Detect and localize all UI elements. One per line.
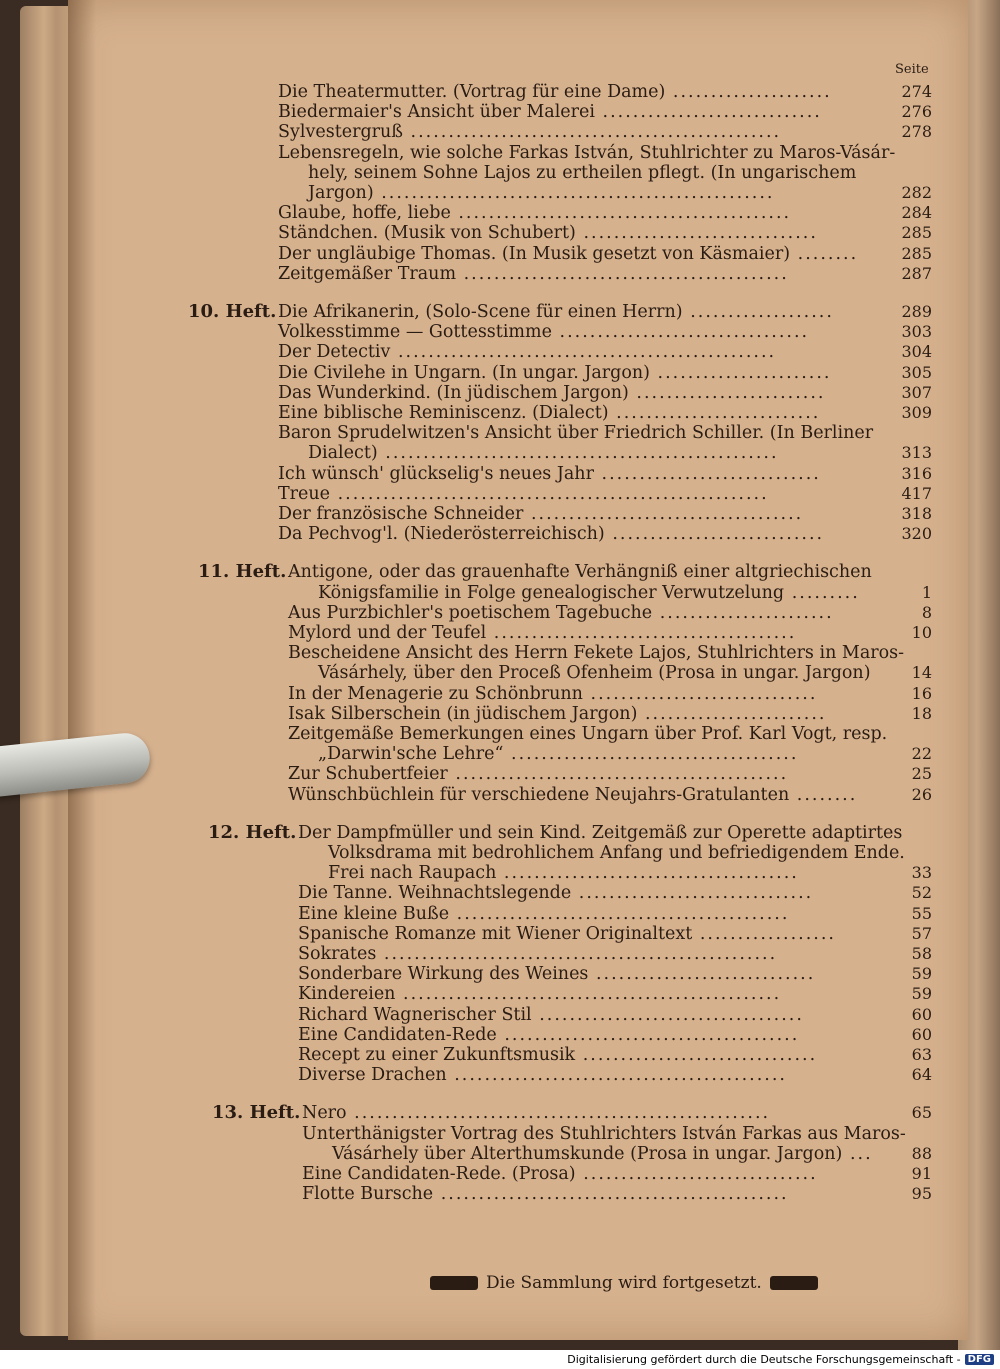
toc-entry-line: Volksdrama mit bedrohlichem Anfang und befriedigendem Ende. bbox=[328, 843, 905, 863]
toc-entry-line: Bescheidene Ansicht des Herrn Fekete Lajos, Stuhlrichters in Maros- bbox=[288, 643, 905, 664]
toc-page-number: 305 bbox=[901, 362, 932, 382]
toc-entry-line: Vásárhely über Alterthumskunde (Prosa in ungar. Jargon) ... bbox=[332, 1143, 873, 1164]
leader-dots: .................................................. bbox=[395, 984, 782, 1005]
toc-entry-line: Lebensregeln, wie solche Farkas István, Stuhlrichter zu Maros-Vásár- bbox=[278, 142, 896, 163]
toc-entry-line: Sonderbare Wirkung des Weines ............................. bbox=[298, 964, 816, 985]
toc-page-number: 55 bbox=[911, 903, 932, 923]
toc-page-number: 278 bbox=[901, 122, 932, 142]
toc-page-number: 320 bbox=[901, 524, 932, 544]
toc-page-number: 59 bbox=[911, 964, 932, 984]
toc-entry-line: Unterthänigster Vortrag des Stuhlrichters István Farkas aus Maros- bbox=[302, 1123, 906, 1144]
leader-dots: .................................................. bbox=[390, 342, 777, 363]
leader-dots: ............................................ bbox=[447, 764, 789, 785]
toc-page-number: 95 bbox=[911, 1184, 932, 1204]
leader-dots: ............................. bbox=[588, 964, 816, 985]
toc-entry-line: Zur Schubertfeier ............................................ bbox=[288, 764, 789, 785]
toc-page-number: 284 bbox=[901, 203, 932, 223]
leader-dots: ....................................... bbox=[496, 863, 799, 884]
leader-dots: .................................................... bbox=[373, 183, 775, 203]
toc-entry-line: Recept zu einer Zukunftsmusik ............................... bbox=[298, 1045, 818, 1065]
leader-dots: ........................................ bbox=[486, 623, 797, 643]
toc-entry-line: Ich wünsch' glückselig's neues Jahr ............................. bbox=[278, 463, 821, 484]
leader-dots: ........................................... bbox=[456, 263, 789, 284]
leader-dots: ....................................... bbox=[496, 1024, 800, 1045]
toc-page-number: 64 bbox=[911, 1065, 932, 1085]
toc-entry-line: Eine Candidaten-Rede ....................................... bbox=[298, 1024, 800, 1045]
leader-dots: ............................... bbox=[575, 1045, 818, 1065]
toc-page-number: 318 bbox=[901, 504, 932, 523]
toc-page-number: 33 bbox=[911, 863, 932, 883]
toc-entry-line: Spanische Romanze mit Wiener Originaltext .................. bbox=[298, 923, 836, 944]
toc-entry-line: Königsfamilie in Folge genealogischer Verwutzelung ......... bbox=[318, 582, 860, 603]
leader-dots: ............................................ bbox=[446, 1065, 787, 1086]
leader-dots: ........................ bbox=[637, 703, 827, 724]
toc-page-number: 63 bbox=[911, 1045, 932, 1064]
toc-page-number: 18 bbox=[911, 703, 932, 723]
toc-entry-line: Flotte Bursche .............................................. bbox=[302, 1184, 789, 1205]
heft-label: 11. Heft. bbox=[198, 561, 287, 583]
toc-page-number: 303 bbox=[901, 322, 932, 342]
toc-page-number: 285 bbox=[901, 243, 932, 263]
leader-dots: ............................................ bbox=[449, 903, 790, 924]
toc-entry-line: Volkesstimme — Gottesstimme ................................. bbox=[278, 322, 810, 343]
leader-dots: ......................................................... bbox=[330, 483, 769, 504]
toc-entry-line: Eine biblische Reminiscenz. (Dialect) ........................... bbox=[278, 403, 821, 423]
leader-dots: ............................. bbox=[594, 102, 822, 123]
toc-entry-line: Zeitgemäße Bemerkungen eines Ungarn über Prof. Karl Vogt, resp. bbox=[288, 724, 888, 744]
leader-dots: ......... bbox=[784, 582, 860, 603]
toc-entry-line: Die Theatermutter. (Vortrag für eine Dame) ..................... bbox=[278, 82, 832, 102]
page-column-header: Seite bbox=[895, 62, 929, 77]
leader-dots: ......................... bbox=[628, 382, 826, 403]
toc-entry-line: Vásárhely, über den Proceß Ofenheim (Prosa in ungar. Jargon) bbox=[318, 663, 871, 684]
toc-page-number: 417 bbox=[901, 483, 932, 503]
leader-dots: .................................... bbox=[523, 504, 804, 524]
leader-dots: ..................... bbox=[665, 82, 832, 102]
toc-page-number: 309 bbox=[901, 403, 932, 422]
toc-entry-line: Nero ....................................................... bbox=[302, 1103, 771, 1124]
toc-entry-line: Jargon) .................................................... bbox=[308, 183, 775, 203]
toc-page-number: 57 bbox=[911, 923, 932, 943]
toc-entry-line: Da Pechvog'l. (Niederösterreichisch) ............................ bbox=[278, 524, 825, 545]
leader-dots: ................................... bbox=[531, 1004, 804, 1025]
leader-dots: ........ bbox=[789, 784, 858, 805]
toc-entry-line: Eine kleine Buße ............................................ bbox=[298, 903, 790, 924]
toc-entry-line: Mylord und der Teufel ........................................ bbox=[288, 623, 797, 643]
toc-page-number: 307 bbox=[901, 382, 932, 402]
toc-page-number: 88 bbox=[911, 1143, 932, 1163]
leader-dots: ................... bbox=[682, 302, 834, 322]
toc-entry-line: „Darwin'sche Lehre“ ...................................... bbox=[318, 744, 799, 765]
toc-page-number: 25 bbox=[911, 764, 932, 784]
leader-dots: .................................................... bbox=[377, 443, 779, 464]
toc-page-number: 14 bbox=[911, 663, 932, 683]
toc-page-number: 59 bbox=[911, 984, 932, 1004]
toc-entry-line: Frei nach Raupach ....................................... bbox=[328, 863, 799, 884]
leader-dots: ....................... bbox=[649, 362, 832, 383]
toc-entry-line: Treue ......................................................... bbox=[278, 483, 769, 504]
toc-page-number: 60 bbox=[911, 1004, 932, 1024]
leader-dots: ........................... bbox=[608, 403, 821, 423]
toc-page-number: 274 bbox=[901, 82, 932, 101]
digitization-credit bbox=[0, 1350, 1000, 1369]
dfg-logo: DFG bbox=[965, 1354, 994, 1365]
toc-entry-line: Richard Wagnerischer Stil ................................... bbox=[298, 1004, 804, 1025]
toc-entry-line: Isak Silberschein (in jüdischem Jargon) ........................ bbox=[288, 703, 827, 724]
toc-entry-line: Die Tanne. Weihnachtslegende ............................... bbox=[298, 883, 814, 904]
toc-page-number: 65 bbox=[911, 1103, 932, 1123]
toc-entry-line: Der Dampfmüller und sein Kind. Zeitgemäß zur Operette adaptirtes bbox=[298, 822, 903, 843]
toc-page-number: 26 bbox=[911, 784, 932, 804]
leader-dots: .............................. bbox=[582, 683, 818, 704]
pointing-hand-right-icon bbox=[430, 1276, 478, 1290]
toc-entry-line: Baron Sprudelwitzen's Ansicht über Friedrich Schiller. (In Berliner bbox=[278, 423, 874, 444]
toc-entry-line: In der Menagerie zu Schönbrunn .............................. bbox=[288, 683, 818, 704]
toc-page-number: 10 bbox=[911, 623, 932, 642]
spine-shadow bbox=[68, 0, 96, 1340]
toc-entry-line: Wünschbüchlein für verschiedene Neujahrs-Gratulanten ........ bbox=[288, 784, 858, 805]
toc-entry-line: Sylvestergruß ................................................. bbox=[278, 122, 782, 143]
toc-entry-line: Biedermaier's Ansicht über Malerei ............................. bbox=[278, 102, 822, 123]
toc-entry-line: Antigone, oder das grauenhafte Verhängniß einer altgriechischen bbox=[288, 562, 872, 583]
leader-dots: ............................... bbox=[575, 223, 818, 244]
toc-page-number: 91 bbox=[911, 1164, 932, 1183]
leader-dots: .................................................... bbox=[376, 944, 778, 964]
toc-page-number: 313 bbox=[901, 443, 932, 463]
leader-dots: .................. bbox=[692, 923, 836, 944]
toc-page-number: 316 bbox=[901, 463, 932, 483]
toc-page-number: 16 bbox=[911, 683, 932, 703]
toc-entry-line: Der französische Schneider .................................... bbox=[278, 504, 804, 524]
leader-dots: ............................... bbox=[571, 883, 814, 904]
toc-entry-line: hely, seinem Sohne Lajos zu ertheilen pflegt. (In ungarischem bbox=[308, 162, 857, 183]
leader-dots: ... bbox=[842, 1143, 873, 1164]
toc-page-number: 282 bbox=[901, 183, 932, 202]
leader-dots: ....................... bbox=[652, 602, 834, 623]
leader-dots: ........ bbox=[790, 243, 859, 264]
heft-label: 12. Heft. bbox=[208, 821, 297, 843]
credit-text: Digitalisierung gefördert durch die Deutsche Forschungsgemeinschaft - bbox=[567, 1353, 961, 1366]
leader-dots: .............................................. bbox=[433, 1184, 789, 1205]
leader-dots: ............................................ bbox=[450, 203, 792, 224]
toc-entry-line: Der Detectiv .................................................. bbox=[278, 342, 777, 363]
toc-entry-line: Eine Candidaten-Rede. (Prosa) ............................... bbox=[302, 1164, 818, 1184]
toc-page-number: 289 bbox=[901, 302, 932, 321]
toc-entry-line: Aus Purzbichler's poetischem Tagebuche ....................... bbox=[288, 602, 834, 623]
leader-dots: ....................................................... bbox=[346, 1103, 771, 1124]
toc-entry-line: Ständchen. (Musik von Schubert) ............................... bbox=[278, 223, 818, 244]
toc-page-number: 8 bbox=[921, 602, 932, 622]
heft-label: 10. Heft. bbox=[188, 301, 277, 322]
pointing-hand-left-icon bbox=[770, 1276, 818, 1290]
leader-dots: ................................. bbox=[551, 322, 810, 343]
leader-dots: ...................................... bbox=[503, 744, 799, 765]
toc-page-number: 285 bbox=[901, 223, 932, 243]
heft-label: 13. Heft. bbox=[212, 1102, 301, 1124]
leader-dots: ................................................. bbox=[402, 122, 782, 143]
toc-page-number: 22 bbox=[911, 744, 932, 764]
leader-dots: ............................. bbox=[593, 463, 821, 484]
toc-entry-line: Glaube, hoffe, liebe ............................................ bbox=[278, 203, 792, 224]
toc-entry-line: Kindereien .................................................. bbox=[298, 984, 782, 1005]
toc-page-number: 287 bbox=[901, 263, 932, 283]
continuation-text: Die Sammlung wird fortgesetzt. bbox=[486, 1273, 762, 1293]
toc-entry-line: Die Afrikanerin, (Solo-Scene für einen Herrn) ................... bbox=[278, 302, 834, 322]
toc-page-number: 276 bbox=[901, 102, 932, 122]
leader-dots: ............................ bbox=[604, 524, 825, 545]
toc-page-number: 60 bbox=[911, 1024, 932, 1044]
toc-page-number: 52 bbox=[911, 883, 932, 903]
leader-dots: ............................... bbox=[575, 1164, 818, 1184]
toc-page-number: 1 bbox=[921, 582, 932, 602]
toc-entry-line: Die Civilehe in Ungarn. (In ungar. Jargon) ....................... bbox=[278, 362, 832, 383]
toc-entry-line: Sokrates .................................................... bbox=[298, 944, 778, 964]
toc-page-number: 58 bbox=[911, 944, 932, 963]
continuation-note bbox=[430, 1271, 830, 1295]
toc-entry-line: Der ungläubige Thomas. (In Musik gesetzt von Käsmaier) ........ bbox=[278, 243, 859, 264]
toc-entry-line: Zeitgemäßer Traum ........................................... bbox=[278, 263, 789, 284]
toc-entry-line: Diverse Drachen ............................................ bbox=[298, 1065, 787, 1086]
toc-entry-line: Das Wunderkind. (In jüdischem Jargon) ......................... bbox=[278, 382, 826, 403]
toc-entry-line: Dialect) .................................................... bbox=[308, 443, 779, 464]
toc-page-number: 304 bbox=[901, 342, 932, 362]
